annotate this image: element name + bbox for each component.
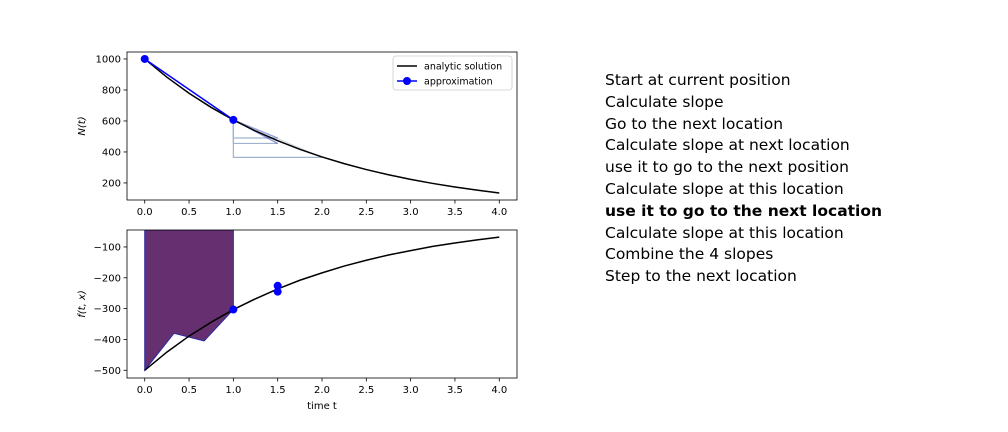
- step-item: Calculate slope at this location: [605, 179, 844, 198]
- x-tick-label: 0.0: [136, 207, 153, 218]
- x-tick-label: 0.5: [181, 207, 197, 218]
- x-tick-label: 3.5: [447, 385, 463, 396]
- step-item: Step to the next location: [605, 267, 797, 286]
- data-point: [274, 288, 282, 296]
- y-tick-label: 800: [101, 85, 121, 97]
- data-point: [229, 306, 237, 314]
- x-tick-label: 4.0: [491, 207, 508, 218]
- legend-label: analytic solution: [424, 61, 503, 73]
- x-tick-label: 1.0: [225, 207, 242, 218]
- step-item: Calculate slope at this location: [605, 223, 844, 242]
- x-tick-label: 2.0: [314, 385, 330, 396]
- x-tick-label: 4.0: [491, 385, 508, 396]
- x-tick-label: 2.5: [358, 207, 375, 218]
- series-point: [229, 116, 237, 124]
- step-item: use it to go to the next position: [605, 158, 849, 177]
- y-tick-label: 600: [101, 116, 121, 128]
- x-tick-label: 0.5: [181, 385, 197, 396]
- step-item: Calculate slope at next location: [605, 136, 850, 155]
- x-tick-label: 1.5: [269, 385, 286, 396]
- y-tick-label: 200: [101, 178, 121, 190]
- y-axis-label: N(t): [77, 116, 88, 136]
- x-tick-label: 2.0: [314, 207, 330, 218]
- step-item: Combine the 4 slopes: [605, 245, 774, 264]
- y-tick-label: −500: [93, 365, 121, 377]
- step-item: Go to the next location: [605, 114, 784, 133]
- plot-area: [145, 230, 500, 370]
- x-tick-label: 1.0: [225, 385, 242, 396]
- y-axis-label: f(t, x): [77, 290, 88, 318]
- x-tick-label: 3.0: [402, 385, 419, 396]
- x-tick-label: 0.0: [136, 385, 153, 396]
- x-axis-label: time t: [307, 401, 337, 412]
- step-item: use it to go to the next location: [605, 201, 883, 220]
- step-item: Calculate slope: [605, 92, 724, 111]
- y-tick-label: 1000: [95, 54, 121, 66]
- y-tick-label: −400: [93, 334, 121, 346]
- y-tick-label: 400: [101, 147, 121, 159]
- y-tick-label: −200: [93, 273, 121, 285]
- x-tick-label: 1.5: [269, 207, 286, 218]
- x-tick-label: 2.5: [358, 385, 375, 396]
- fill-region: [145, 230, 234, 370]
- y-tick-label: −100: [93, 242, 121, 254]
- steps-list: [605, 70, 882, 288]
- legend-label: approximation: [424, 76, 493, 88]
- x-tick-label: 3.0: [402, 207, 419, 218]
- legend-marker: [403, 77, 411, 85]
- y-tick-label: −300: [93, 304, 121, 316]
- x-tick-label: 3.5: [447, 207, 463, 218]
- series-line: [145, 59, 234, 120]
- series-point: [141, 55, 149, 63]
- step-item: Start at current position: [605, 71, 791, 89]
